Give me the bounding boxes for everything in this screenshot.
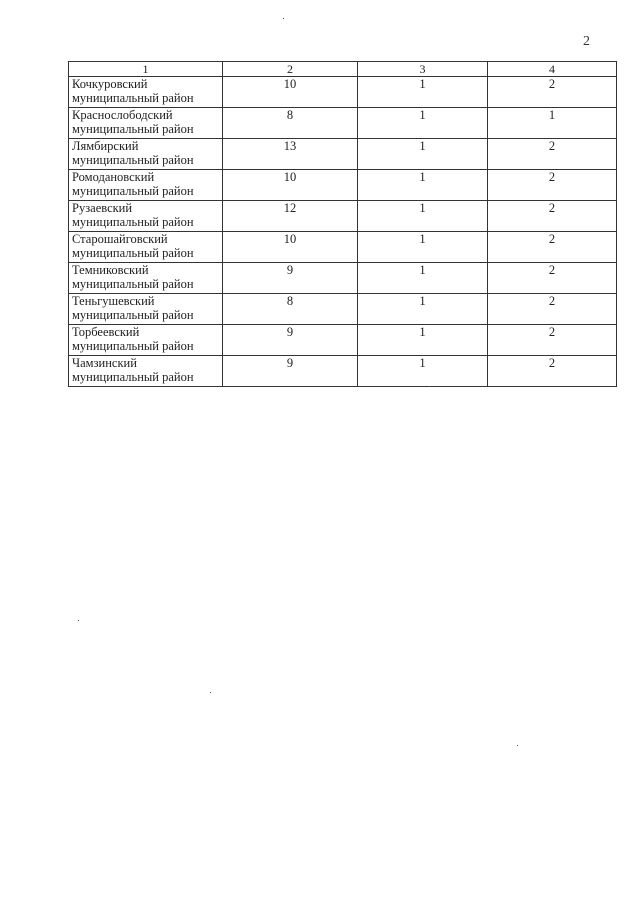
col3-cell: 1 [358, 170, 488, 201]
col4-cell: 2 [488, 325, 617, 356]
column-header-4: 4 [488, 62, 617, 77]
district-type: муниципальный район [72, 277, 194, 291]
col3-cell: 1 [358, 294, 488, 325]
col4-cell: 2 [488, 170, 617, 201]
district-name-cell [69, 325, 223, 356]
col2-cell: 10 [223, 77, 358, 108]
district-name-cell [69, 263, 223, 294]
col4-cell: 2 [488, 294, 617, 325]
col4-cell: 2 [488, 232, 617, 263]
district-type: муниципальный район [72, 122, 194, 136]
table-row [69, 139, 617, 170]
table-row [69, 325, 617, 356]
page-number: 2 [583, 34, 590, 49]
district-type: муниципальный район [72, 153, 194, 167]
col2-cell: 9 [223, 325, 358, 356]
col2-cell: 9 [223, 356, 358, 387]
table-row [69, 170, 617, 201]
column-header-3: 3 [358, 62, 488, 77]
district-name-cell [69, 294, 223, 325]
districts-table [68, 61, 617, 387]
district-name: Чамзинский [72, 356, 137, 370]
district-name-cell [69, 108, 223, 139]
district-name: Старошайговский [72, 232, 168, 246]
district-name: Кочкуровский [72, 77, 148, 91]
col4-cell: 2 [488, 139, 617, 170]
scan-speck [429, 386, 430, 387]
district-name-cell [69, 201, 223, 232]
district-type: муниципальный район [72, 246, 194, 260]
district-type: муниципальный район [72, 184, 194, 198]
col2-cell: 8 [223, 294, 358, 325]
col2-cell: 10 [223, 232, 358, 263]
district-name-cell [69, 77, 223, 108]
table-row [69, 201, 617, 232]
table-row [69, 294, 617, 325]
col4-cell: 2 [488, 263, 617, 294]
table-row [69, 356, 617, 387]
col2-cell: 12 [223, 201, 358, 232]
col2-cell: 8 [223, 108, 358, 139]
col3-cell: 1 [358, 356, 488, 387]
district-name: Ромодановский [72, 170, 155, 184]
district-name-cell [69, 232, 223, 263]
district-name-cell [69, 356, 223, 387]
table-row [69, 108, 617, 139]
district-name: Теньгушевский [72, 294, 155, 308]
district-name: Торбеевский [72, 325, 140, 339]
col3-cell: 1 [358, 108, 488, 139]
district-name: Темниковский [72, 263, 149, 277]
table-row [69, 77, 617, 108]
district-name: Лямбирский [72, 139, 139, 153]
col4-cell: 2 [488, 201, 617, 232]
district-name: Краснослободский [72, 108, 173, 122]
col2-cell: 10 [223, 170, 358, 201]
col3-cell: 1 [358, 325, 488, 356]
col4-cell: 2 [488, 77, 617, 108]
district-type: муниципальный район [72, 91, 194, 105]
district-name-cell [69, 170, 223, 201]
district-type: муниципальный район [72, 339, 194, 353]
scan-speck [210, 692, 211, 693]
scan-speck [78, 620, 79, 621]
col4-cell: 1 [488, 108, 617, 139]
district-type: муниципальный район [72, 370, 194, 384]
table-header-row [69, 62, 617, 77]
scan-speck [283, 18, 284, 19]
district-name-cell [69, 139, 223, 170]
table-row [69, 232, 617, 263]
col3-cell: 1 [358, 139, 488, 170]
col2-cell: 9 [223, 263, 358, 294]
scan-speck [517, 745, 518, 746]
district-type: муниципальный район [72, 215, 194, 229]
district-type: муниципальный район [72, 308, 194, 322]
col3-cell: 1 [358, 263, 488, 294]
col3-cell: 1 [358, 201, 488, 232]
col2-cell: 13 [223, 139, 358, 170]
col4-cell: 2 [488, 356, 617, 387]
table-row [69, 263, 617, 294]
district-name: Рузаевский [72, 201, 133, 215]
column-header-1: 1 [69, 62, 223, 77]
col3-cell: 1 [358, 77, 488, 108]
column-header-2: 2 [223, 62, 358, 77]
col3-cell: 1 [358, 232, 488, 263]
